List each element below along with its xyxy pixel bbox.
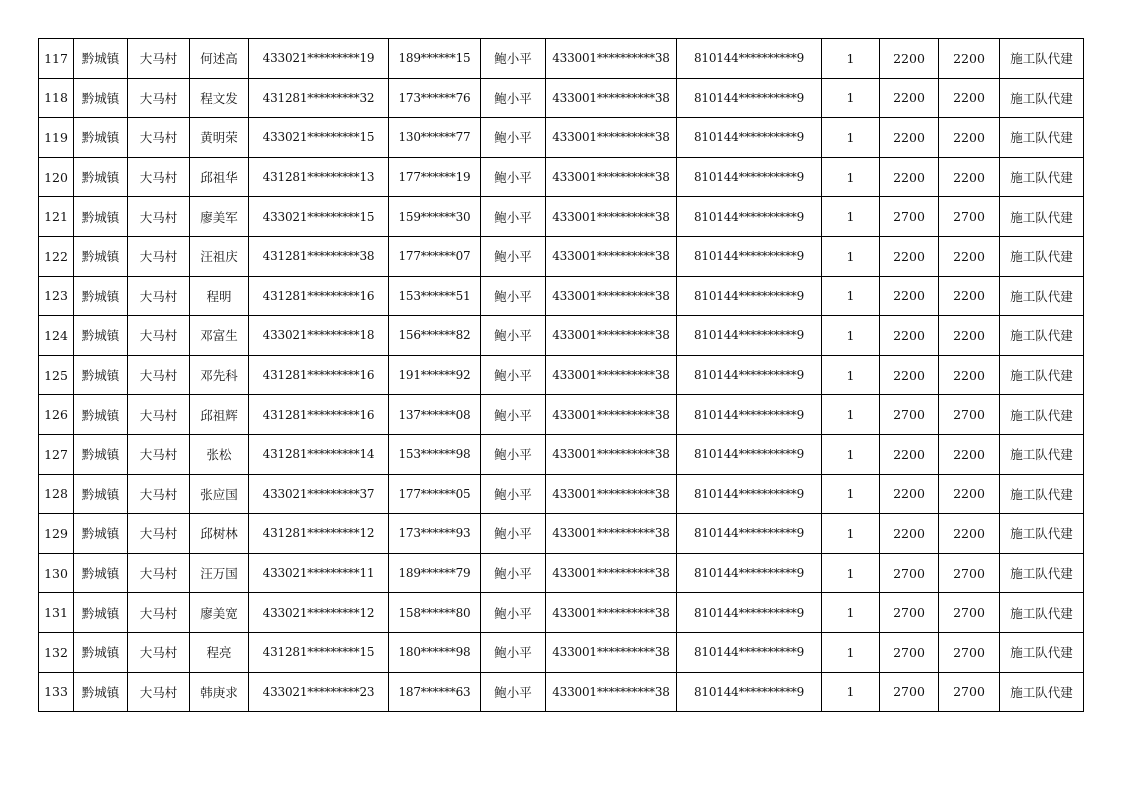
name-cell: 汪万国 [190, 553, 249, 593]
subsidy-amount-cell: 2700 [939, 553, 1000, 593]
method-cell: 施工队代建 [1000, 434, 1084, 474]
row-number-cell: 132 [39, 632, 74, 672]
agent-id-cell: 433001**********38 [546, 514, 677, 554]
agent-name-cell: 鲍小平 [481, 355, 546, 395]
town-cell: 黔城镇 [74, 672, 128, 712]
agent-id-cell: 433001**********38 [546, 78, 677, 118]
agent-id-cell: 433001**********38 [546, 434, 677, 474]
village-cell: 大马村 [128, 474, 190, 514]
agent-name-cell: 鲍小平 [481, 276, 546, 316]
account-cell: 810144**********9 [677, 276, 822, 316]
method-cell: 施工队代建 [1000, 276, 1084, 316]
row-number-cell: 117 [39, 39, 74, 79]
agent-name-cell: 鲍小平 [481, 78, 546, 118]
town-cell: 黔城镇 [74, 157, 128, 197]
account-cell: 810144**********9 [677, 197, 822, 237]
table-row [39, 434, 1084, 474]
quantity-cell: 1 [822, 553, 880, 593]
row-number-cell: 126 [39, 395, 74, 435]
subsidy-amount-cell: 2700 [939, 672, 1000, 712]
account-cell: 810144**********9 [677, 39, 822, 79]
table-row [39, 672, 1084, 712]
village-cell: 大马村 [128, 593, 190, 633]
id-number-cell: 433021*********37 [249, 474, 389, 514]
phone-cell: 130******77 [389, 118, 481, 158]
village-cell: 大马村 [128, 78, 190, 118]
id-number-cell: 431281*********15 [249, 632, 389, 672]
town-cell: 黔城镇 [74, 39, 128, 79]
id-number-cell: 433021*********15 [249, 118, 389, 158]
phone-cell: 177******19 [389, 157, 481, 197]
quantity-cell: 1 [822, 355, 880, 395]
account-cell: 810144**********9 [677, 514, 822, 554]
standard-amount-cell: 2200 [880, 39, 939, 79]
phone-cell: 173******93 [389, 514, 481, 554]
account-cell: 810144**********9 [677, 632, 822, 672]
agent-name-cell: 鲍小平 [481, 632, 546, 672]
agent-id-cell: 433001**********38 [546, 236, 677, 276]
phone-cell: 153******98 [389, 434, 481, 474]
agent-id-cell: 433001**********38 [546, 39, 677, 79]
standard-amount-cell: 2200 [880, 236, 939, 276]
id-number-cell: 431281*********16 [249, 395, 389, 435]
subsidy-amount-cell: 2200 [939, 434, 1000, 474]
town-cell: 黔城镇 [74, 514, 128, 554]
table-row [39, 276, 1084, 316]
name-cell: 黄明荣 [190, 118, 249, 158]
method-cell: 施工队代建 [1000, 672, 1084, 712]
account-cell: 810144**********9 [677, 118, 822, 158]
subsidy-amount-cell: 2200 [939, 316, 1000, 356]
name-cell: 廖美宽 [190, 593, 249, 633]
name-cell: 邓先科 [190, 355, 249, 395]
account-cell: 810144**********9 [677, 395, 822, 435]
agent-id-cell: 433001**********38 [546, 118, 677, 158]
table-row [39, 553, 1084, 593]
table-row [39, 395, 1084, 435]
name-cell: 何述高 [190, 39, 249, 79]
account-cell: 810144**********9 [677, 157, 822, 197]
row-number-cell: 133 [39, 672, 74, 712]
method-cell: 施工队代建 [1000, 39, 1084, 79]
quantity-cell: 1 [822, 236, 880, 276]
quantity-cell: 1 [822, 672, 880, 712]
phone-cell: 137******08 [389, 395, 481, 435]
row-number-cell: 122 [39, 236, 74, 276]
subsidy-amount-cell: 2200 [939, 474, 1000, 514]
method-cell: 施工队代建 [1000, 395, 1084, 435]
method-cell: 施工队代建 [1000, 157, 1084, 197]
name-cell: 邱祖辉 [190, 395, 249, 435]
name-cell: 程明 [190, 276, 249, 316]
subsidy-amount-cell: 2200 [939, 276, 1000, 316]
town-cell: 黔城镇 [74, 355, 128, 395]
records-table [38, 38, 1084, 712]
row-number-cell: 119 [39, 118, 74, 158]
town-cell: 黔城镇 [74, 276, 128, 316]
quantity-cell: 1 [822, 39, 880, 79]
agent-id-cell: 433001**********38 [546, 474, 677, 514]
town-cell: 黔城镇 [74, 474, 128, 514]
town-cell: 黔城镇 [74, 434, 128, 474]
village-cell: 大马村 [128, 118, 190, 158]
row-number-cell: 128 [39, 474, 74, 514]
account-cell: 810144**********9 [677, 236, 822, 276]
standard-amount-cell: 2700 [880, 395, 939, 435]
agent-id-cell: 433001**********38 [546, 553, 677, 593]
standard-amount-cell: 2700 [880, 632, 939, 672]
agent-name-cell: 鲍小平 [481, 118, 546, 158]
account-cell: 810144**********9 [677, 355, 822, 395]
village-cell: 大马村 [128, 157, 190, 197]
method-cell: 施工队代建 [1000, 197, 1084, 237]
phone-cell: 180******98 [389, 632, 481, 672]
method-cell: 施工队代建 [1000, 316, 1084, 356]
phone-cell: 158******80 [389, 593, 481, 633]
row-number-cell: 120 [39, 157, 74, 197]
subsidy-amount-cell: 2200 [939, 514, 1000, 554]
phone-cell: 156******82 [389, 316, 481, 356]
table-row [39, 236, 1084, 276]
agent-name-cell: 鲍小平 [481, 474, 546, 514]
account-cell: 810144**********9 [677, 78, 822, 118]
phone-cell: 177******07 [389, 236, 481, 276]
quantity-cell: 1 [822, 276, 880, 316]
town-cell: 黔城镇 [74, 236, 128, 276]
method-cell: 施工队代建 [1000, 118, 1084, 158]
town-cell: 黔城镇 [74, 395, 128, 435]
id-number-cell: 433021*********23 [249, 672, 389, 712]
row-number-cell: 124 [39, 316, 74, 356]
table-row [39, 355, 1084, 395]
town-cell: 黔城镇 [74, 593, 128, 633]
agent-name-cell: 鲍小平 [481, 514, 546, 554]
table-row [39, 118, 1084, 158]
id-number-cell: 431281*********32 [249, 78, 389, 118]
town-cell: 黔城镇 [74, 553, 128, 593]
agent-id-cell: 433001**********38 [546, 672, 677, 712]
agent-name-cell: 鲍小平 [481, 395, 546, 435]
standard-amount-cell: 2200 [880, 118, 939, 158]
account-cell: 810144**********9 [677, 316, 822, 356]
name-cell: 程文发 [190, 78, 249, 118]
village-cell: 大马村 [128, 514, 190, 554]
quantity-cell: 1 [822, 632, 880, 672]
table-row [39, 474, 1084, 514]
table-row [39, 39, 1084, 79]
quantity-cell: 1 [822, 474, 880, 514]
agent-id-cell: 433001**********38 [546, 593, 677, 633]
standard-amount-cell: 2200 [880, 434, 939, 474]
town-cell: 黔城镇 [74, 78, 128, 118]
quantity-cell: 1 [822, 78, 880, 118]
standard-amount-cell: 2200 [880, 316, 939, 356]
id-number-cell: 433021*********18 [249, 316, 389, 356]
standard-amount-cell: 2700 [880, 553, 939, 593]
standard-amount-cell: 2700 [880, 672, 939, 712]
account-cell: 810144**********9 [677, 474, 822, 514]
table-row [39, 316, 1084, 356]
id-number-cell: 433021*********12 [249, 593, 389, 633]
agent-name-cell: 鲍小平 [481, 672, 546, 712]
village-cell: 大马村 [128, 276, 190, 316]
standard-amount-cell: 2700 [880, 593, 939, 633]
name-cell: 邱树林 [190, 514, 249, 554]
row-number-cell: 127 [39, 434, 74, 474]
row-number-cell: 131 [39, 593, 74, 633]
standard-amount-cell: 2200 [880, 157, 939, 197]
row-number-cell: 123 [39, 276, 74, 316]
row-number-cell: 121 [39, 197, 74, 237]
table-row [39, 157, 1084, 197]
id-number-cell: 431281*********14 [249, 434, 389, 474]
agent-name-cell: 鲍小平 [481, 236, 546, 276]
method-cell: 施工队代建 [1000, 236, 1084, 276]
name-cell: 韩庚求 [190, 672, 249, 712]
phone-cell: 159******30 [389, 197, 481, 237]
phone-cell: 177******05 [389, 474, 481, 514]
quantity-cell: 1 [822, 118, 880, 158]
phone-cell: 153******51 [389, 276, 481, 316]
name-cell: 廖美军 [190, 197, 249, 237]
agent-id-cell: 433001**********38 [546, 355, 677, 395]
name-cell: 邱祖华 [190, 157, 249, 197]
subsidy-amount-cell: 2200 [939, 78, 1000, 118]
village-cell: 大马村 [128, 553, 190, 593]
table-row [39, 632, 1084, 672]
id-number-cell: 431281*********13 [249, 157, 389, 197]
phone-cell: 187******63 [389, 672, 481, 712]
subsidy-amount-cell: 2200 [939, 157, 1000, 197]
name-cell: 邓富生 [190, 316, 249, 356]
agent-id-cell: 433001**********38 [546, 276, 677, 316]
id-number-cell: 433021*********11 [249, 553, 389, 593]
id-number-cell: 431281*********16 [249, 355, 389, 395]
table-body [39, 39, 1084, 712]
phone-cell: 173******76 [389, 78, 481, 118]
standard-amount-cell: 2700 [880, 197, 939, 237]
quantity-cell: 1 [822, 157, 880, 197]
method-cell: 施工队代建 [1000, 593, 1084, 633]
table-row [39, 514, 1084, 554]
subsidy-amount-cell: 2200 [939, 118, 1000, 158]
standard-amount-cell: 2200 [880, 276, 939, 316]
method-cell: 施工队代建 [1000, 553, 1084, 593]
phone-cell: 189******15 [389, 39, 481, 79]
standard-amount-cell: 2200 [880, 514, 939, 554]
phone-cell: 191******92 [389, 355, 481, 395]
method-cell: 施工队代建 [1000, 474, 1084, 514]
agent-name-cell: 鲍小平 [481, 316, 546, 356]
row-number-cell: 118 [39, 78, 74, 118]
subsidy-amount-cell: 2700 [939, 632, 1000, 672]
standard-amount-cell: 2200 [880, 78, 939, 118]
subsidy-amount-cell: 2200 [939, 39, 1000, 79]
id-number-cell: 431281*********12 [249, 514, 389, 554]
quantity-cell: 1 [822, 514, 880, 554]
row-number-cell: 130 [39, 553, 74, 593]
agent-id-cell: 433001**********38 [546, 197, 677, 237]
id-number-cell: 433021*********19 [249, 39, 389, 79]
village-cell: 大马村 [128, 632, 190, 672]
id-number-cell: 433021*********15 [249, 197, 389, 237]
agent-name-cell: 鲍小平 [481, 593, 546, 633]
subsidy-amount-cell: 2700 [939, 593, 1000, 633]
subsidy-amount-cell: 2200 [939, 355, 1000, 395]
standard-amount-cell: 2200 [880, 474, 939, 514]
standard-amount-cell: 2200 [880, 355, 939, 395]
name-cell: 张松 [190, 434, 249, 474]
subsidy-amount-cell: 2700 [939, 395, 1000, 435]
quantity-cell: 1 [822, 395, 880, 435]
village-cell: 大马村 [128, 355, 190, 395]
table-row [39, 78, 1084, 118]
village-cell: 大马村 [128, 39, 190, 79]
quantity-cell: 1 [822, 197, 880, 237]
agent-id-cell: 433001**********38 [546, 632, 677, 672]
phone-cell: 189******79 [389, 553, 481, 593]
quantity-cell: 1 [822, 434, 880, 474]
town-cell: 黔城镇 [74, 197, 128, 237]
name-cell: 程亮 [190, 632, 249, 672]
subsidy-amount-cell: 2200 [939, 236, 1000, 276]
account-cell: 810144**********9 [677, 672, 822, 712]
quantity-cell: 1 [822, 593, 880, 633]
village-cell: 大马村 [128, 672, 190, 712]
row-number-cell: 129 [39, 514, 74, 554]
agent-id-cell: 433001**********38 [546, 316, 677, 356]
agent-id-cell: 433001**********38 [546, 395, 677, 435]
town-cell: 黔城镇 [74, 118, 128, 158]
id-number-cell: 431281*********16 [249, 276, 389, 316]
account-cell: 810144**********9 [677, 553, 822, 593]
village-cell: 大马村 [128, 395, 190, 435]
row-number-cell: 125 [39, 355, 74, 395]
village-cell: 大马村 [128, 434, 190, 474]
table-row [39, 593, 1084, 633]
agent-id-cell: 433001**********38 [546, 157, 677, 197]
agent-name-cell: 鲍小平 [481, 157, 546, 197]
town-cell: 黔城镇 [74, 316, 128, 356]
method-cell: 施工队代建 [1000, 78, 1084, 118]
method-cell: 施工队代建 [1000, 355, 1084, 395]
account-cell: 810144**********9 [677, 593, 822, 633]
agent-name-cell: 鲍小平 [481, 553, 546, 593]
account-cell: 810144**********9 [677, 434, 822, 474]
id-number-cell: 431281*********38 [249, 236, 389, 276]
method-cell: 施工队代建 [1000, 632, 1084, 672]
agent-name-cell: 鲍小平 [481, 197, 546, 237]
village-cell: 大马村 [128, 197, 190, 237]
village-cell: 大马村 [128, 236, 190, 276]
subsidy-amount-cell: 2700 [939, 197, 1000, 237]
quantity-cell: 1 [822, 316, 880, 356]
agent-name-cell: 鲍小平 [481, 434, 546, 474]
town-cell: 黔城镇 [74, 632, 128, 672]
name-cell: 张应国 [190, 474, 249, 514]
table-row [39, 197, 1084, 237]
method-cell: 施工队代建 [1000, 514, 1084, 554]
village-cell: 大马村 [128, 316, 190, 356]
agent-name-cell: 鲍小平 [481, 39, 546, 79]
name-cell: 汪祖庆 [190, 236, 249, 276]
